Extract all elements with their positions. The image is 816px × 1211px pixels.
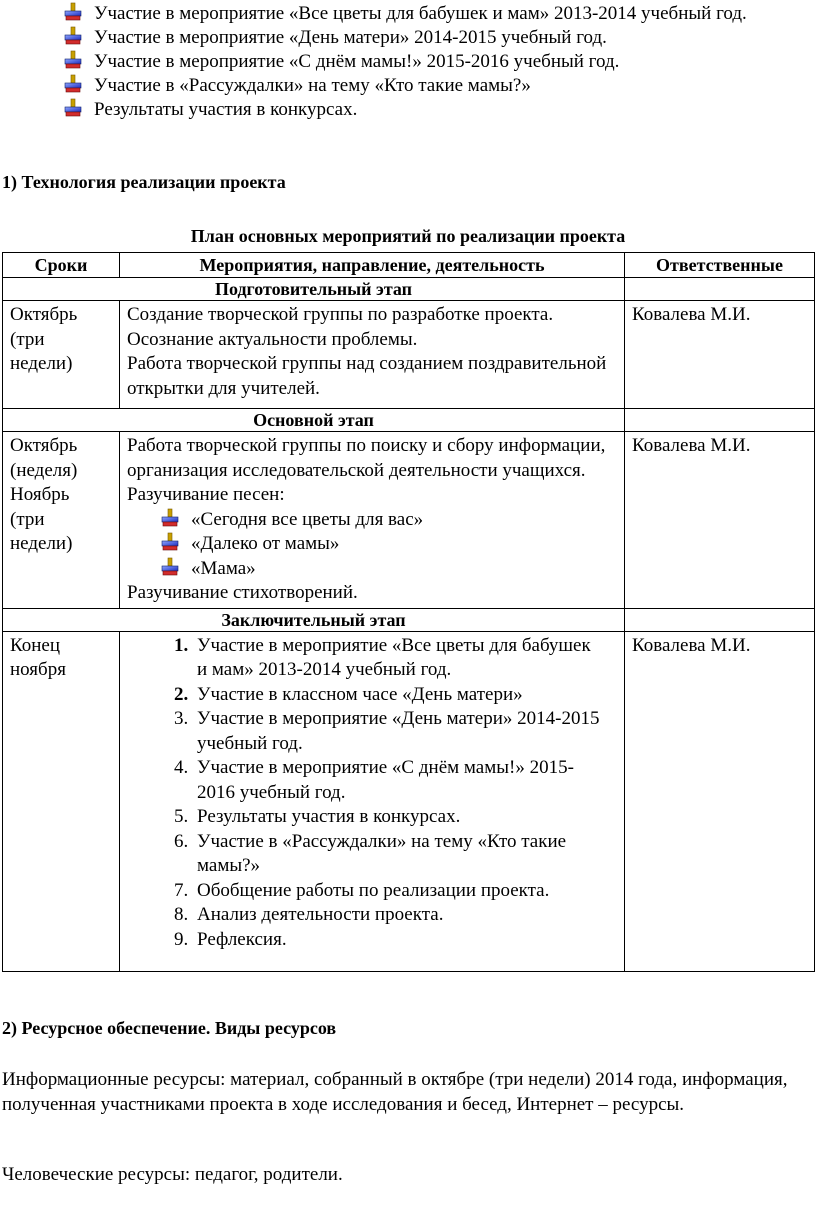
table-row: [3, 631, 815, 971]
pin-bullet-icon: [64, 26, 82, 46]
plan-table: [2, 252, 815, 972]
stage-title: Подготовительный этап: [3, 278, 625, 301]
header-terms: Сроки: [3, 253, 120, 278]
pin-bullet-icon: [64, 2, 82, 22]
stage-empty-cell: [625, 608, 815, 631]
list-item: 6. Участие в «Рассуждалки» на тему «Кто такие мамы?»: [193, 830, 602, 879]
list-item: 8. Анализ деятельности проекта.: [193, 903, 602, 928]
stage-empty-cell: [625, 278, 815, 301]
list-item: Участие в мероприятие «Все цветы для бабушек и мам» 2013-2014 учебный год.: [64, 2, 747, 26]
activities-cell: Работа творческой группы по поиску и сбору информации, организация исследовательской деятельности учащихся. Разучивание песен: «Сегодня все цветы для вас» «Далеко от мамы» «Мама» Разучивание стихотворений.: [120, 432, 625, 609]
pin-bullet-icon: [161, 508, 179, 528]
list-item: 4. Участие в мероприятие «С днём мамы!» 2015-2016 учебный год.: [193, 756, 602, 805]
stage-row: [3, 608, 815, 631]
list-item: Результаты участия в конкурсах.: [64, 98, 747, 122]
human-resources-paragraph: Человеческие ресурсы: педагог, родители.: [2, 1164, 343, 1185]
term-cell: Конец ноября: [3, 631, 120, 971]
info-resources-paragraph: Информационные ресурсы: материал, собранный в октябре (три недели) 2014 года, информация, полученная участниками проекта в ходе исследования и бесед, Интернет – ресурсы.: [2, 1069, 788, 1115]
header-activities: Мероприятия, направление, деятельность: [120, 253, 625, 278]
term-cell: Октябрь (три недели): [3, 301, 120, 409]
pin-bullet-icon: [161, 532, 179, 552]
term-cell: Октябрь (неделя) Ноябрь (три недели): [3, 432, 120, 609]
stage-title: Заключительный этап: [3, 608, 625, 631]
section1-heading: 1) Технология реализации проекта: [2, 172, 286, 192]
list-item: «Далеко от мамы»: [161, 532, 617, 557]
list-item: 7. Обобщение работы по реализации проекта.: [193, 879, 602, 904]
intro-bullet-list: [64, 2, 747, 122]
pin-bullet-icon: [64, 98, 82, 118]
header-responsible: Ответственные: [625, 253, 815, 278]
stage-title: Основной этап: [3, 409, 625, 432]
section2-heading: 2) Ресурсное обеспечение. Виды ресурсов: [2, 1018, 337, 1038]
pin-bullet-icon: [161, 557, 179, 577]
table-row: [3, 432, 815, 609]
stage-row: [3, 409, 815, 432]
list-item: Участие в «Рассуждалки» на тему «Кто такие мамы?»: [64, 74, 747, 98]
table-row: [3, 301, 815, 409]
list-item: 5. Результаты участия в конкурсах.: [193, 805, 602, 830]
list-item: Участие в мероприятие «День матери» 2014-2015 учебный год.: [64, 26, 747, 50]
list-item: «Мама»: [161, 557, 617, 582]
stage-empty-cell: [625, 409, 815, 432]
final-stage-list: [127, 634, 602, 953]
activities-cell: Создание творческой группы по разработке проекта. Осознание актуальности проблемы. Работа творческой группы над созданием поздравительной открытки для учителей.: [120, 301, 625, 409]
activities-cell: [120, 631, 625, 971]
pin-bullet-icon: [64, 74, 82, 94]
list-item: Участие в мероприятие «С днём мамы!» 2015-2016 учебный год.: [64, 50, 747, 74]
list-item: «Сегодня все цветы для вас»: [161, 508, 617, 533]
table-header-row: [3, 253, 815, 278]
responsible-cell: Ковалева М.И.: [625, 432, 815, 609]
responsible-cell: Ковалева М.И.: [625, 301, 815, 409]
pin-bullet-icon: [64, 50, 82, 70]
list-item: 2. Участие в классном часе «День матери»: [193, 683, 602, 708]
songs-list: [127, 508, 617, 582]
stage-row: [3, 278, 815, 301]
plan-title: План основных мероприятий по реализации проекта: [190, 226, 626, 246]
list-item: 1. Участие в мероприятие «Все цветы для бабушек и мам» 2013-2014 учебный год.: [193, 634, 602, 683]
responsible-cell: Ковалева М.И.: [625, 631, 815, 971]
list-item: 9. Рефлексия.: [193, 928, 602, 953]
list-item: 3. Участие в мероприятие «День матери» 2014-2015 учебный год.: [193, 707, 602, 756]
